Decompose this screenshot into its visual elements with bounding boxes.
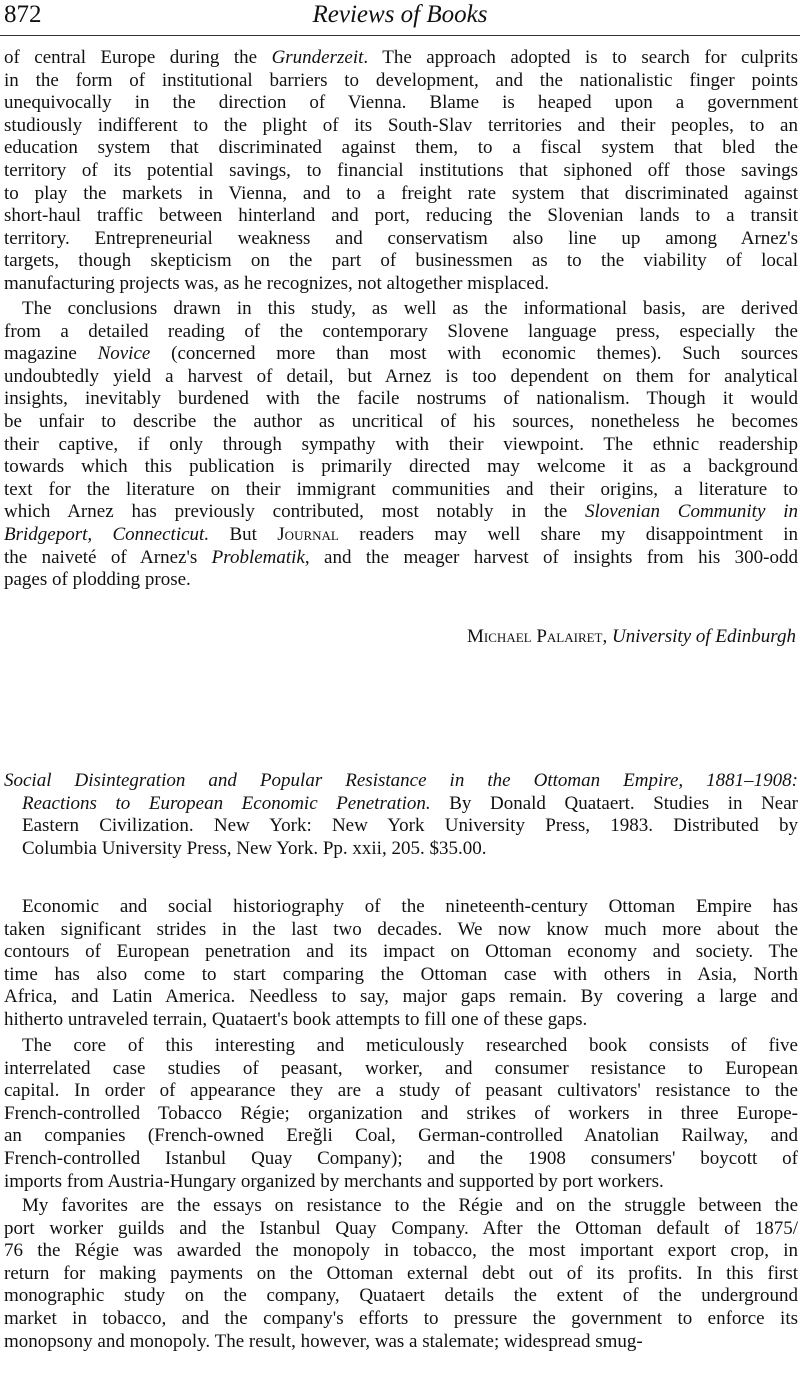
text-line: port worker guilds and the Istanbul Quay Company. After the Ottoman default of 1875/ (4, 1217, 798, 1239)
text-line: The core of this interesting and meticulously researched book consists of five (22, 1035, 798, 1056)
text-line: insights, inevitably burdened with the facile nostrums of nationalism. Though it would (4, 388, 798, 410)
text-line: towards which this publication is primarily directed may welcome it as a background (4, 456, 798, 478)
citation-line: Social Disintegration and Popular Resistance in the Ottoman Empire, 1881–1908: (4, 770, 798, 791)
text-line: time has also come to start comparing the Ottoman case with others in Asia, North (4, 963, 798, 985)
reviewer-name: Michael Palairet (467, 626, 603, 647)
text-line: Africa, and Latin America. Needless to say, major gaps remain. By covering a large and (4, 986, 798, 1008)
review1-paragraph-1 (4, 47, 798, 296)
review1-para2-text (4, 298, 798, 592)
page-number: 872 (4, 1, 42, 28)
text-line: territory. Entrepreneurial weakness and conservatism also line up among Arnez's (4, 227, 798, 249)
text-line: capital. In order of appearance they are a study of peasant cultivators' resistance to the (4, 1080, 798, 1102)
text-line: undoubtedly yield a harvest of detail, but Arnez is too dependent on them for analytical (4, 365, 798, 387)
review2-paragraph-3 (4, 1195, 798, 1353)
book-citation (4, 770, 798, 860)
text-line: Bridgeport, Connecticut. But Journal readers may well share my disappointment in (4, 523, 799, 545)
text-line: magazine Novice (concerned more than most with economic themes). Such sources (4, 343, 798, 365)
header-rule (0, 35, 800, 36)
text-line: their captive, if only through sympathy with their viewpoint. The ethnic readership (4, 433, 798, 455)
text-line: manufacturing projects was, as he recognizes, not altogether misplaced. (4, 272, 549, 294)
review2-paragraph-1 (4, 896, 798, 1032)
page-header (0, 0, 800, 34)
text-line: pages of plodding prose. (4, 569, 191, 591)
text-line: in the form of institutional barriers to development, and the nationalistic finger points (4, 69, 798, 91)
text-line: be unfair to describe the author as uncritical of his sources, nonetheless he becomes (4, 410, 798, 432)
text-line: The conclusions drawn in this study, as well as the informational basis, are derived (22, 298, 798, 319)
text-line: 76 the Régie was awarded the monopoly in tobacco, the most important export crop, in (4, 1240, 798, 1262)
review1-paragraph-2 (4, 298, 798, 592)
text-line: return for making payments on the Ottoman external debt out of its profits. In this first (4, 1262, 798, 1284)
text-line: French-controlled Tobacco Régie; organization and strikes of workers in three Europe- (4, 1102, 798, 1124)
review2-para2-text (4, 1035, 798, 1193)
text-line: text for the literature on their immigrant communities and their origins, a literature to (4, 478, 798, 500)
text-line: an companies (French-owned Ereğli Coal, German-controlled Anatolian Railway, and (4, 1125, 798, 1147)
text-line: imports from Austria-Hungary organized by merchants and supported by port workers. (4, 1170, 664, 1192)
text-line: which Arnez has previously contributed, most notably in the Slovenian Community in (4, 501, 798, 523)
review1-para1-text (4, 47, 798, 296)
text-line: the naiveté of Arnez's Problematik, and the meager harvest of insights from his 300-odd (4, 546, 798, 568)
text-line: monographic study on the company, Quataert details the extent of the underground (4, 1285, 798, 1307)
text-line: of central Europe during the Grunderzeit. The approach adopted is to search for culprits (4, 47, 798, 68)
citation-line: Eastern Civilization. New York: New York University Press, 1983. Distributed by (22, 815, 798, 837)
text-line: from a detailed reading of the contemporary Slovene language press, especially the (4, 320, 798, 342)
text-line: interrelated case studies of peasant, worker, and consumer resistance to European (4, 1057, 798, 1079)
reviewer-affiliation: University of Edinburgh (612, 626, 796, 647)
text-line: Economic and social historiography of the nineteenth-century Ottoman Empire has (22, 896, 798, 917)
review2-para1-text (4, 896, 798, 1032)
text-line: education system that discriminated against them, to a fiscal system that bled the (4, 137, 798, 159)
text-line: monopsony and monopoly. The result, however, was a stalemate; widespread smug- (4, 1330, 643, 1352)
text-line: targets, though skepticism on the part of businessmen as to the viability of local (4, 250, 798, 272)
text-line: unequivocally in the direction of Vienna. Blame is heaped upon a government (4, 92, 798, 114)
review2-para3-text (4, 1195, 798, 1353)
citation-line: Columbia University Press, New York. Pp. xxii, 205. $35.00. (22, 837, 487, 859)
text-line: hitherto untraveled terrain, Quataert's book attempts to fill one of these gaps. (4, 1008, 588, 1030)
text-line: studiously indifferent to the plight of its South-Slav territories and their peoples, to an (4, 114, 798, 136)
citation-line: Reactions to European Economic Penetration. By Donald Quataert. Studies in Near (22, 792, 799, 814)
text-line: short-haul traffic between hinterland and port, reducing the Slovenian lands to a transit (4, 205, 798, 227)
text-line: French-controlled Istanbul Quay Company); and the 1908 consumers' boycott of (4, 1147, 798, 1169)
text-line: market in tobacco, and the company's efforts to pressure the government to enforce its (4, 1307, 798, 1329)
text-line: My favorites are the essays on resistance to the Régie and on the struggle between the (22, 1195, 798, 1216)
text-line: contours of European penetration and its impact on Ottoman economy and society. The (4, 941, 798, 963)
running-head: Reviews of Books (312, 1, 488, 28)
text-line: territory of its potential savings, to financial institutions that siphoned off those savings (4, 159, 798, 181)
text-line: taken significant strides in the last two decades. We now know much more about the (4, 918, 798, 940)
text-line: to play the markets in Vienna, and to a freight rate system that discriminated against (4, 182, 798, 204)
review2-paragraph-2 (4, 1035, 798, 1193)
reviewer-signature: Michael Palairet, University of Edinburgh (467, 626, 796, 647)
